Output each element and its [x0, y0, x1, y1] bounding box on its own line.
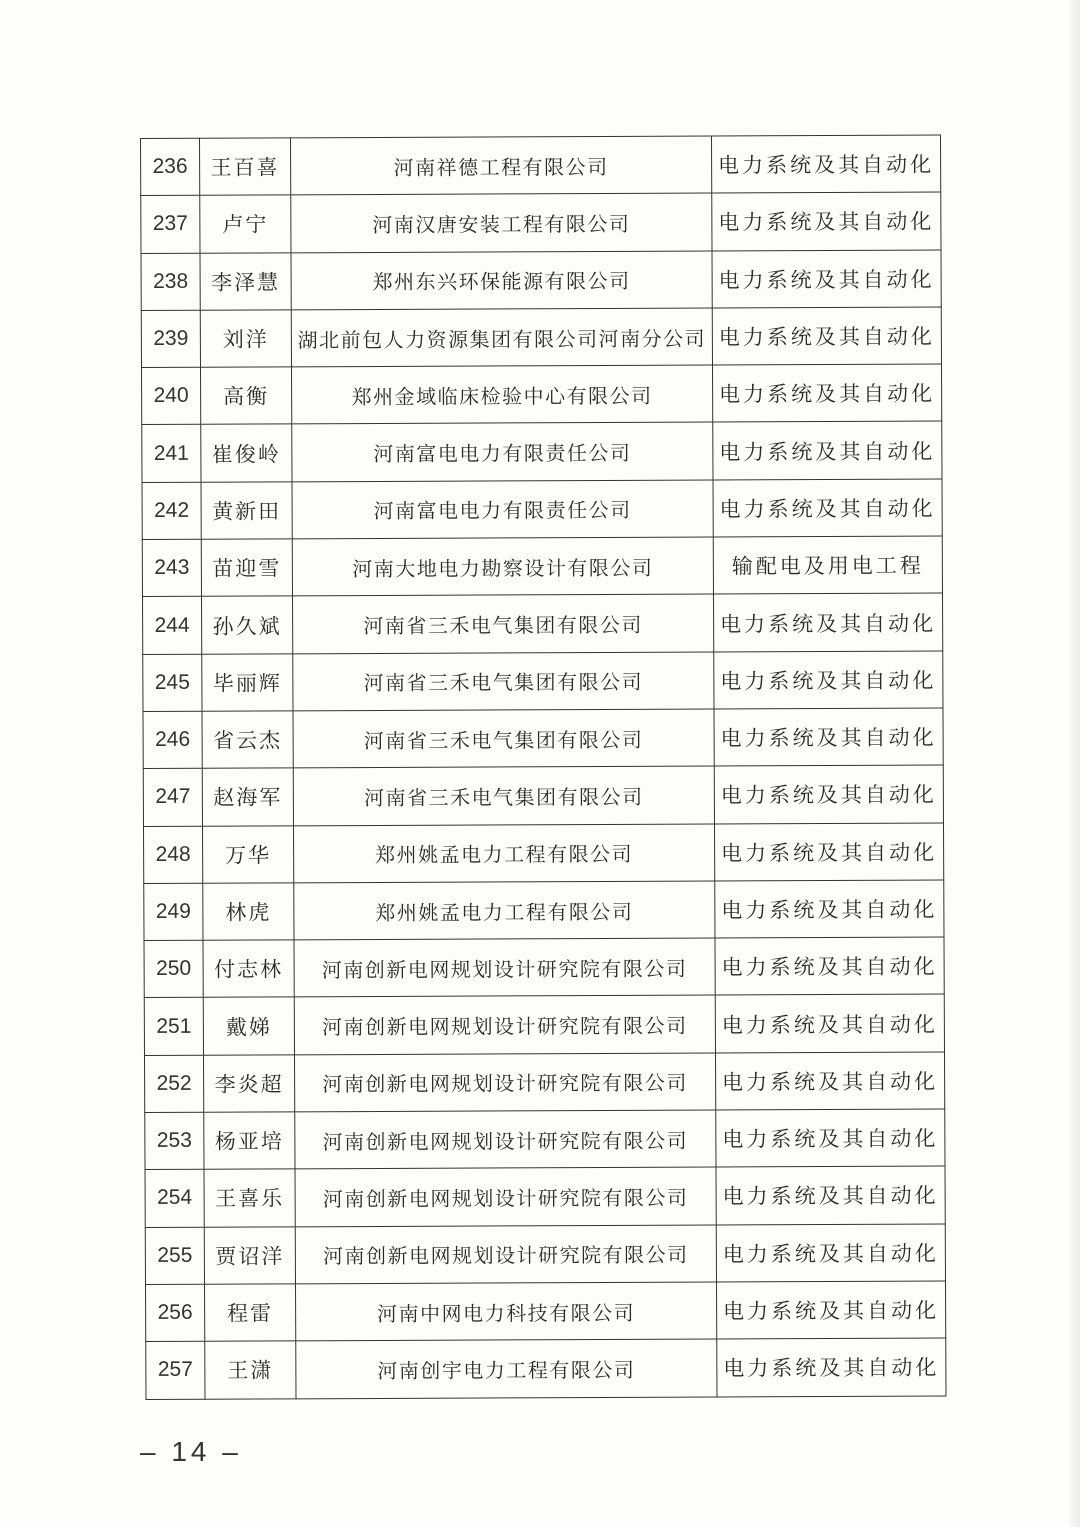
- company-name: 河南大地电力勘察设计有限公司: [292, 537, 713, 596]
- row-number: 240: [142, 367, 201, 425]
- row-number: 247: [143, 769, 202, 827]
- company-name: 郑州金域临床检验中心有限公司: [292, 365, 713, 424]
- company-name: 郑州姚孟电力工程有限公司: [294, 824, 715, 883]
- company-name: 河南创新电网规划设计研究院有限公司: [294, 995, 715, 1054]
- table-row: [146, 1281, 946, 1342]
- major-name: 电力系统及其自动化: [716, 1224, 945, 1282]
- person-name: 贾诏洋: [204, 1226, 295, 1284]
- person-name: 王潇: [205, 1341, 296, 1399]
- table-row: [144, 823, 944, 884]
- row-number: 252: [145, 1055, 204, 1113]
- major-name: 电力系统及其自动化: [714, 651, 943, 709]
- row-number: 242: [142, 482, 201, 540]
- person-name: 苗迎雪: [201, 539, 292, 597]
- company-name: 河南省三禾电气集团有限公司: [293, 709, 714, 768]
- roster-table: [140, 135, 946, 1400]
- page-number: – 14 –: [140, 1436, 242, 1467]
- company-name: 河南创新电网规划设计研究院有限公司: [294, 938, 715, 997]
- person-name: 付志林: [203, 940, 294, 998]
- person-name: 杨亚培: [204, 1112, 295, 1170]
- major-name: 电力系统及其自动化: [712, 364, 941, 422]
- company-name: 河南汉唐安装工程有限公司: [291, 193, 712, 252]
- major-name: 电力系统及其自动化: [714, 823, 943, 881]
- person-name: 崔俊岭: [201, 424, 292, 482]
- person-name: 赵海军: [202, 768, 293, 826]
- company-name: 河南祥德工程有限公司: [291, 136, 712, 195]
- table-row: [141, 307, 941, 368]
- major-name: 电力系统及其自动化: [711, 135, 940, 193]
- row-number: 236: [141, 138, 200, 196]
- person-name: 王喜乐: [204, 1169, 295, 1227]
- table-row: [143, 651, 943, 712]
- company-name: 河南省三禾电气集团有限公司: [293, 766, 714, 825]
- person-name: 省云杰: [202, 711, 293, 769]
- company-name: 河南中网电力科技有限公司: [296, 1282, 717, 1341]
- major-name: 电力系统及其自动化: [712, 307, 941, 365]
- person-name: 李泽慧: [200, 252, 291, 310]
- major-name: 电力系统及其自动化: [712, 192, 941, 250]
- major-name: 电力系统及其自动化: [715, 1052, 944, 1110]
- table-row: [145, 1052, 945, 1113]
- company-name: 河南富电电力有限责任公司: [292, 422, 713, 481]
- major-name: 电力系统及其自动化: [716, 1109, 945, 1167]
- table-row: [142, 364, 942, 425]
- person-name: 李炎超: [204, 1055, 295, 1113]
- row-number: 251: [144, 998, 203, 1056]
- person-name: 孙久斌: [202, 596, 293, 654]
- person-name: 高衡: [201, 367, 292, 425]
- table-row: [141, 250, 941, 311]
- company-name: 河南创新电网规划设计研究院有限公司: [295, 1110, 716, 1169]
- person-name: 程雷: [205, 1284, 296, 1342]
- table-row: [143, 708, 943, 769]
- row-number: 243: [142, 539, 201, 597]
- row-number: 246: [143, 711, 202, 769]
- table-row: [144, 937, 944, 998]
- row-number: 248: [144, 826, 203, 884]
- company-name: 河南省三禾电气集团有限公司: [293, 652, 714, 711]
- major-name: 电力系统及其自动化: [714, 765, 943, 823]
- major-name: 电力系统及其自动化: [713, 479, 942, 537]
- row-number: 250: [144, 940, 203, 998]
- person-name: 毕丽辉: [202, 654, 293, 712]
- table-row: [141, 135, 941, 196]
- page-edge-shadow: [1066, 0, 1080, 1527]
- person-name: 万华: [203, 825, 294, 883]
- company-name: 郑州东兴环保能源有限公司: [291, 251, 712, 310]
- table-row: [141, 192, 941, 253]
- row-number: 238: [141, 253, 200, 311]
- table-row: [144, 880, 944, 941]
- person-name: 王百喜: [200, 138, 291, 196]
- row-number: 244: [143, 597, 202, 655]
- person-name: 黄新田: [201, 482, 292, 540]
- major-name: 电力系统及其自动化: [716, 1281, 945, 1339]
- row-number: 237: [141, 196, 200, 254]
- row-number: 249: [144, 883, 203, 941]
- person-name: 卢宁: [200, 195, 291, 253]
- person-name: 戴娣: [203, 997, 294, 1055]
- major-name: 电力系统及其自动化: [715, 994, 944, 1052]
- company-name: 湖北前包人力资源集团有限公司河南分公司: [291, 308, 712, 367]
- row-number: 241: [142, 425, 201, 483]
- table-row: [142, 536, 942, 597]
- row-number: 257: [146, 1341, 205, 1399]
- major-name: 电力系统及其自动化: [715, 937, 944, 995]
- row-number: 255: [145, 1227, 204, 1285]
- person-name: 刘洋: [200, 310, 291, 368]
- company-name: 河南创新电网规划设计研究院有限公司: [295, 1167, 716, 1226]
- major-name: 电力系统及其自动化: [714, 708, 943, 766]
- table-row: [142, 479, 942, 540]
- table-row: [145, 1224, 945, 1285]
- company-name: 河南创新电网规划设计研究院有限公司: [295, 1053, 716, 1112]
- company-name: 河南创宇电力工程有限公司: [296, 1339, 717, 1398]
- row-number: 254: [145, 1170, 204, 1228]
- row-number: 256: [146, 1284, 205, 1342]
- table-row: [143, 765, 943, 826]
- major-name: 电力系统及其自动化: [715, 880, 944, 938]
- table-row: [143, 593, 943, 654]
- row-number: 239: [141, 310, 200, 368]
- major-name: 电力系统及其自动化: [713, 421, 942, 479]
- table-row: [146, 1338, 946, 1399]
- table-row: [145, 1109, 945, 1170]
- major-name: 电力系统及其自动化: [713, 593, 942, 651]
- major-name: 电力系统及其自动化: [716, 1166, 945, 1224]
- major-name: 电力系统及其自动化: [717, 1338, 946, 1396]
- person-name: 林虎: [203, 883, 294, 941]
- company-name: 河南创新电网规划设计研究院有限公司: [295, 1225, 716, 1284]
- table-row: [142, 421, 942, 482]
- row-number: 253: [145, 1112, 204, 1170]
- company-name: 郑州姚孟电力工程有限公司: [294, 881, 715, 940]
- roster-table-container: [140, 135, 945, 1400]
- company-name: 河南省三禾电气集团有限公司: [293, 594, 714, 653]
- table-row: [145, 1166, 945, 1227]
- row-number: 245: [143, 654, 202, 712]
- major-name: 电力系统及其自动化: [712, 250, 941, 308]
- roster-table-body: [141, 135, 946, 1399]
- company-name: 河南富电电力有限责任公司: [292, 480, 713, 539]
- major-name: 输配电及用电工程: [713, 536, 942, 594]
- table-row: [144, 994, 944, 1055]
